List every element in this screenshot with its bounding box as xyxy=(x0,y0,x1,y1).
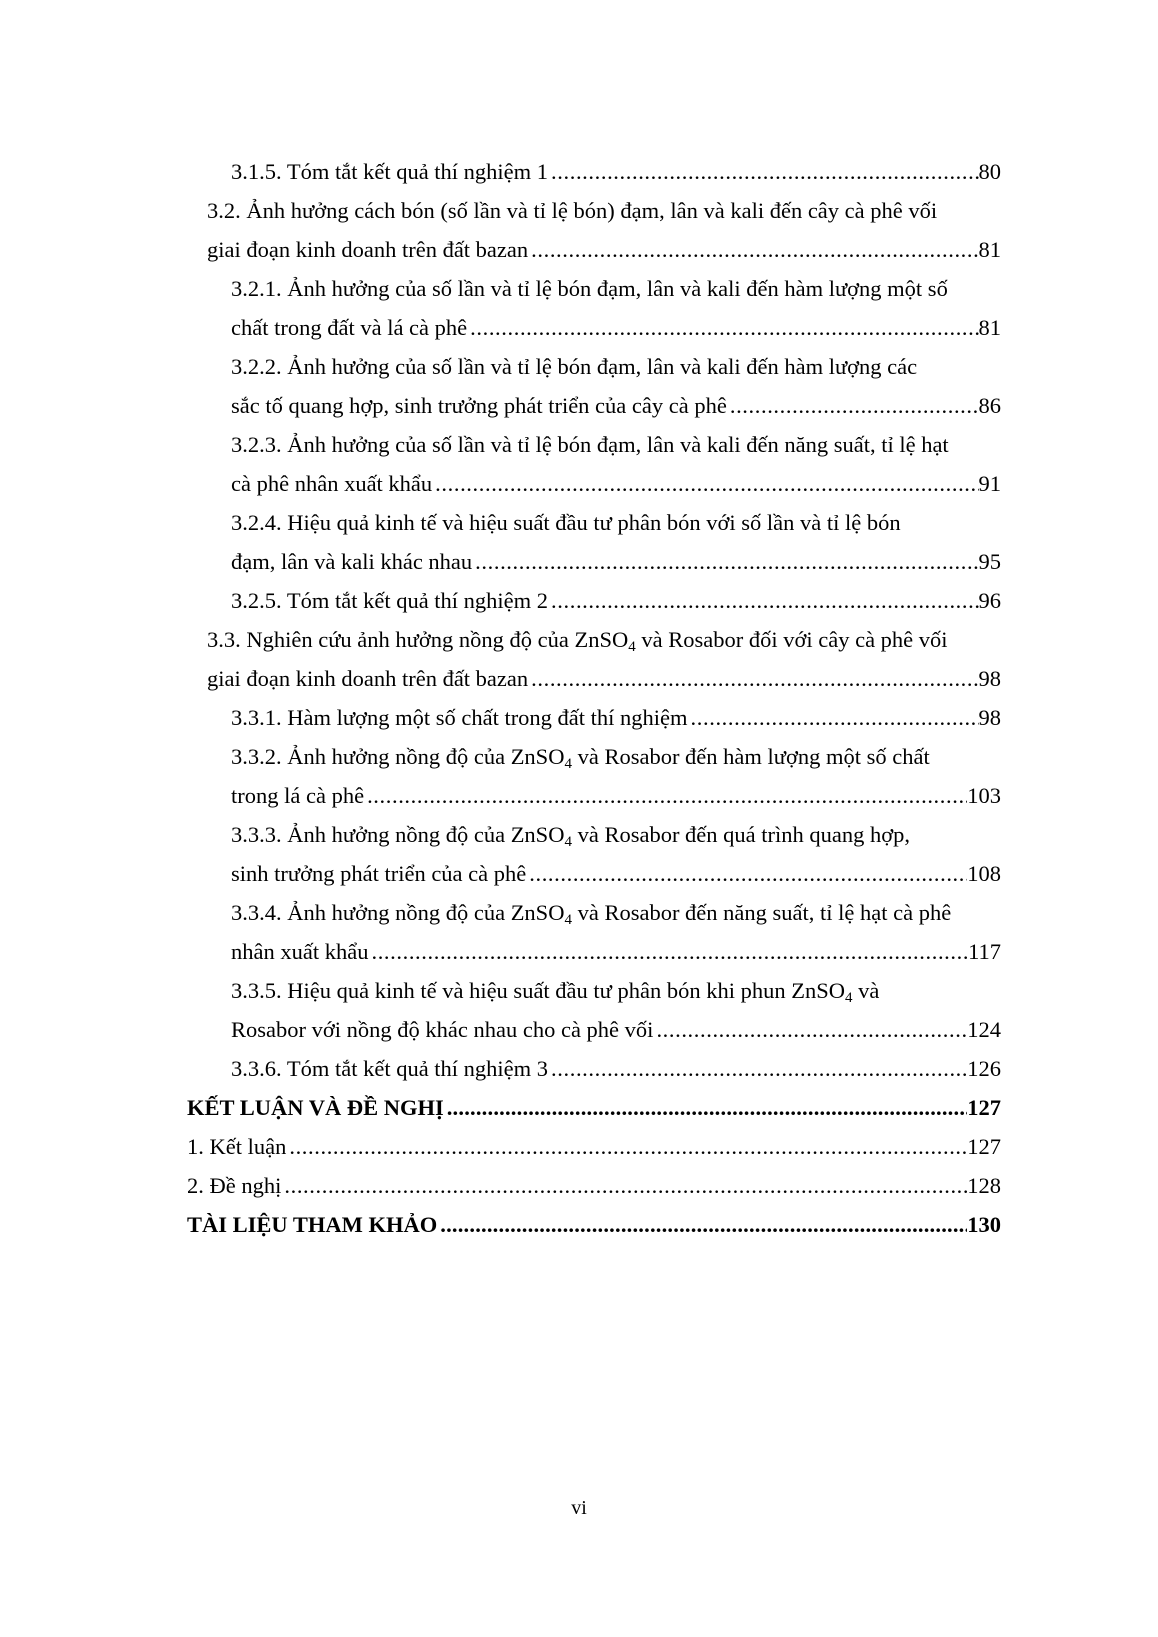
toc-dot-leader xyxy=(548,1052,967,1086)
toc-entry-title: 3.2.5. Tóm tắt kết quả thí nghiệm 2 xyxy=(231,588,549,613)
toc-entry-ket-luan-va-de-nghi xyxy=(187,1091,1001,1125)
toc-entry-3-3-2-line1 xyxy=(231,740,930,774)
toc-entry-title: Rosabor với nồng độ khác nhau cho cà phê vối xyxy=(231,1017,654,1042)
toc-entry-page: 127 xyxy=(967,1095,1001,1120)
toc-entry-page: 95 xyxy=(978,549,1001,574)
toc-dot-leader xyxy=(528,233,978,267)
toc-entry-page: 108 xyxy=(967,861,1001,886)
toc-entry-3-2 xyxy=(207,233,1001,267)
toc-entry-page: 103 xyxy=(967,783,1001,808)
toc-entry-title: cà phê nhân xuất khẩu xyxy=(231,471,433,496)
toc-entry-3-3 xyxy=(207,662,1001,696)
toc-entry-page: 96 xyxy=(978,588,1001,613)
toc-dot-leader xyxy=(653,1013,967,1047)
toc-entry-3-2-4-line1 xyxy=(231,506,901,540)
toc-entry-page: 98 xyxy=(978,705,1001,730)
toc-entry-title: và Rosabor đến quá trình quang hợp, xyxy=(571,822,911,847)
toc-entry-page: 130 xyxy=(967,1212,1001,1237)
toc-entry-title: và Rosabor đến hàm lượng một số chất xyxy=(571,744,930,769)
toc-entry-3-3-line1 xyxy=(207,623,948,657)
toc-entry-3-2-2-line1 xyxy=(231,350,917,384)
subscript: 4 xyxy=(844,990,853,1006)
toc-entry-3-2-1-line1 xyxy=(231,272,948,306)
toc-dot-leader xyxy=(526,857,967,891)
toc-entry-page: 117 xyxy=(968,939,1001,964)
toc-entry-title: 2. Đề nghị xyxy=(187,1173,282,1198)
toc-entry-page: 91 xyxy=(978,471,1001,496)
toc-dot-leader xyxy=(548,584,978,618)
toc-dot-leader xyxy=(548,155,978,189)
toc-dot-leader xyxy=(368,935,968,969)
toc-entry-title: nhân xuất khẩu xyxy=(231,939,369,964)
toc-entry-title: 3.2.2. Ảnh hưởng của số lần và tỉ lệ bón đạm, lân và kali đến hàm lượng các xyxy=(231,354,918,379)
toc-entry-page: 128 xyxy=(967,1173,1001,1198)
toc-entry-page: 81 xyxy=(978,237,1001,262)
toc-entry-page: 126 xyxy=(967,1056,1001,1081)
toc-dot-leader xyxy=(727,389,979,423)
toc-entry-title: 3.3.5. Hiệu quả kinh tế và hiệu suất đầu tư phân bón khi phun ZnSO xyxy=(231,978,845,1003)
toc-entry-tai-lieu-tham-khao xyxy=(187,1208,1001,1242)
toc-entry-page: 81 xyxy=(978,315,1001,340)
toc-entry-3-2-line1 xyxy=(207,194,937,228)
toc-entry-title: 3.2.4. Hiệu quả kinh tế và hiệu suất đầu tư phân bón với số lần và tỉ lệ bón xyxy=(231,510,901,535)
toc-entry-title: và xyxy=(852,978,880,1003)
toc-entry-title: 3.2.3. Ảnh hưởng của số lần và tỉ lệ bón đạm, lân và kali đến năng suất, tỉ lệ hạt xyxy=(231,432,949,457)
toc-entry-3-3-1 xyxy=(231,701,1001,735)
toc-entry-3-2-5 xyxy=(231,584,1001,618)
toc-entry-title: đạm, lân và kali khác nhau xyxy=(231,549,473,574)
toc-entry-ket-luan xyxy=(187,1130,1001,1164)
toc-dot-leader xyxy=(444,1091,968,1125)
subscript: 4 xyxy=(564,756,572,772)
toc-entry-title: chất trong đất và lá cà phê xyxy=(231,315,468,340)
toc-entry-title: KẾT LUẬN VÀ ĐỀ NGHỊ xyxy=(187,1095,444,1120)
toc-entry-title: TÀI LIỆU THAM KHẢO xyxy=(187,1212,438,1237)
toc-dot-leader xyxy=(688,701,979,735)
toc-dot-leader xyxy=(467,311,978,345)
toc-entry-3-3-5 xyxy=(231,1013,1001,1047)
subscript: 4 xyxy=(564,834,572,850)
toc-entry-de-nghi xyxy=(187,1169,1001,1203)
toc-entry-title: 3.3. Nghiên cứu ảnh hưởng nồng độ của ZnSO xyxy=(207,627,629,652)
toc-entry-3-3-3 xyxy=(231,857,1001,891)
toc-dot-leader xyxy=(286,1130,967,1164)
toc-entry-title: giai đoạn kinh doanh trên đất bazan xyxy=(207,237,529,262)
toc-entry-page: 80 xyxy=(978,159,1001,184)
toc-entry-title: và Rosabor đến năng suất, tỉ lệ hạt cà phê xyxy=(571,900,952,925)
toc-dot-leader xyxy=(432,467,978,501)
toc-entry-title: 3.2. Ảnh hưởng cách bón (số lần và tỉ lệ bón) đạm, lân và kali đến cây cà phê vối xyxy=(207,198,938,223)
toc-entry-title: sắc tố quang hợp, sinh trưởng phát triển của cây cà phê xyxy=(231,393,727,418)
toc-entry-3-2-3-line1 xyxy=(231,428,949,462)
toc-entry-page: 86 xyxy=(978,393,1001,418)
toc-entry-title: 3.3.1. Hàm lượng một số chất trong đất thí nghiệm xyxy=(231,705,688,730)
toc-entry-3-3-4-line1 xyxy=(231,896,951,930)
toc-entry-title: 1. Kết luận xyxy=(187,1134,287,1159)
toc-entry-title: 3.3.6. Tóm tắt kết quả thí nghiệm 3 xyxy=(231,1056,549,1081)
toc-entry-3-3-3-line1 xyxy=(231,818,910,852)
toc-entry-page: 98 xyxy=(978,666,1001,691)
toc-entry-3-3-2 xyxy=(231,779,1001,813)
toc-entry-title: trong lá cà phê xyxy=(231,783,365,808)
toc-entry-3-2-4 xyxy=(231,545,1001,579)
toc-entry-3-3-6 xyxy=(231,1052,1001,1086)
toc-entry-title: 3.3.3. Ảnh hưởng nồng độ của ZnSO xyxy=(231,822,565,847)
toc-dot-leader xyxy=(281,1169,967,1203)
toc-entry-3-2-1 xyxy=(231,311,1001,345)
subscript: 4 xyxy=(628,639,636,655)
toc-entry-title: sinh trưởng phát triển của cà phê xyxy=(231,861,527,886)
toc-dot-leader xyxy=(472,545,978,579)
toc-dot-leader xyxy=(437,1208,967,1242)
toc-entry-page: 127 xyxy=(967,1134,1001,1159)
toc-entry-title: 3.2.1. Ảnh hưởng của số lần và tỉ lệ bón đạm, lân và kali đến hàm lượng một số xyxy=(231,276,948,301)
toc-entry-title: 3.3.4. Ảnh hưởng nồng độ của ZnSO xyxy=(231,900,565,925)
toc-entry-page: 124 xyxy=(967,1017,1001,1042)
toc-entry-3-2-3 xyxy=(231,467,1001,501)
toc-entry-3-3-4 xyxy=(231,935,1001,969)
toc-entry-title: 3.1.5. Tóm tắt kết quả thí nghiệm 1 xyxy=(231,159,549,184)
page-number: vi xyxy=(571,1497,587,1519)
toc-entry-title: 3.3.2. Ảnh hưởng nồng độ của ZnSO xyxy=(231,744,565,769)
toc-dot-leader xyxy=(364,779,967,813)
toc-entry-3-3-5-line1 xyxy=(231,974,879,1008)
toc-entry-3-1-5 xyxy=(231,155,1001,189)
toc-entry-title: giai đoạn kinh doanh trên đất bazan xyxy=(207,666,529,691)
toc-dot-leader xyxy=(528,662,978,696)
subscript: 4 xyxy=(564,912,572,928)
toc-entry-3-2-2 xyxy=(231,389,1001,423)
toc-entry-title: và Rosabor đối với cây cà phê vối xyxy=(635,627,948,652)
